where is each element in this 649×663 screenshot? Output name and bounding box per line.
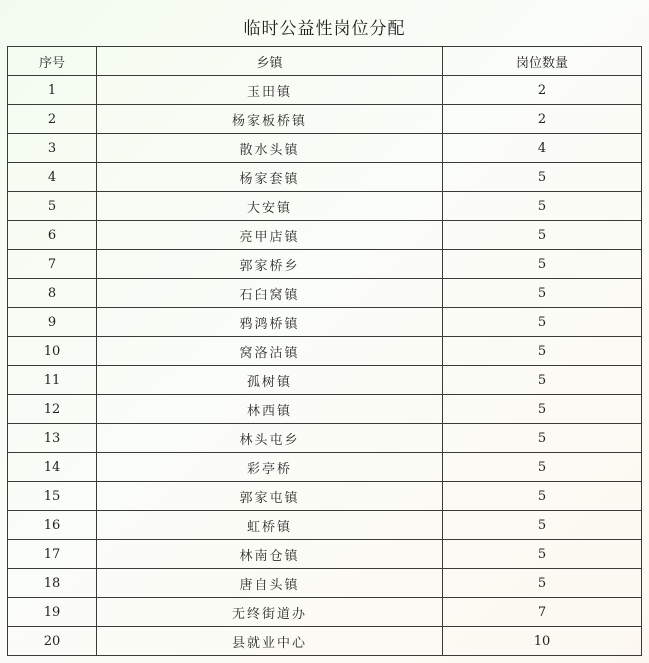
row-index: 2 [8, 105, 97, 134]
row-town: 郭家屯镇 [97, 482, 443, 511]
row-count: 2 [443, 76, 642, 105]
row-town: 县就业中心 [97, 627, 443, 656]
row-town: 杨家板桥镇 [97, 105, 443, 134]
row-count: 4 [443, 134, 642, 163]
header-index: 序号 [8, 47, 97, 76]
table-row [8, 598, 642, 627]
row-index: 12 [8, 395, 97, 424]
row-count: 7 [443, 598, 642, 627]
table-row [8, 337, 642, 366]
row-count: 5 [443, 540, 642, 569]
row-town: 窝洛沽镇 [97, 337, 443, 366]
header-count: 岗位数量 [443, 47, 642, 76]
row-index: 10 [8, 337, 97, 366]
table-row [8, 221, 642, 250]
row-town: 无终街道办 [97, 598, 443, 627]
row-index: 4 [8, 163, 97, 192]
row-town: 散水头镇 [97, 134, 443, 163]
row-index: 8 [8, 279, 97, 308]
row-town: 唐自头镇 [97, 569, 443, 598]
table-row [8, 163, 642, 192]
row-count: 5 [443, 221, 642, 250]
row-count: 2 [443, 105, 642, 134]
row-town: 亮甲店镇 [97, 221, 443, 250]
row-count: 5 [443, 569, 642, 598]
row-index: 16 [8, 511, 97, 540]
row-index: 13 [8, 424, 97, 453]
row-town: 郭家桥乡 [97, 250, 443, 279]
row-count: 5 [443, 395, 642, 424]
table-row [8, 279, 642, 308]
row-index: 19 [8, 598, 97, 627]
row-index: 18 [8, 569, 97, 598]
table-row [8, 134, 642, 163]
row-town: 杨家套镇 [97, 163, 443, 192]
row-index: 14 [8, 453, 97, 482]
row-town: 林头屯乡 [97, 424, 443, 453]
row-index: 11 [8, 366, 97, 395]
row-count: 5 [443, 279, 642, 308]
page-title: 临时公益性岗位分配 [243, 19, 406, 39]
row-index: 20 [8, 627, 97, 656]
row-town: 玉田镇 [97, 76, 443, 105]
table-row [8, 540, 642, 569]
row-count: 5 [443, 482, 642, 511]
table-row [8, 250, 642, 279]
row-count: 5 [443, 192, 642, 221]
row-town: 彩亭桥 [97, 453, 443, 482]
row-count: 10 [443, 627, 642, 656]
row-count: 5 [443, 308, 642, 337]
table-row [8, 192, 642, 221]
row-count: 5 [443, 424, 642, 453]
row-count: 5 [443, 511, 642, 540]
row-index: 6 [8, 221, 97, 250]
table-row [8, 424, 642, 453]
table-row [8, 482, 642, 511]
row-count: 5 [443, 163, 642, 192]
table-row [8, 511, 642, 540]
row-town: 虹桥镇 [97, 511, 443, 540]
table-row [8, 105, 642, 134]
row-town: 石臼窝镇 [97, 279, 443, 308]
row-index: 1 [8, 76, 97, 105]
row-count: 5 [443, 453, 642, 482]
row-town: 孤树镇 [97, 366, 443, 395]
row-index: 9 [8, 308, 97, 337]
row-count: 5 [443, 250, 642, 279]
row-town: 林南仓镇 [97, 540, 443, 569]
row-town: 鸦鸿桥镇 [97, 308, 443, 337]
row-index: 7 [8, 250, 97, 279]
table-header-row [8, 47, 642, 76]
table-row [8, 569, 642, 598]
row-index: 3 [8, 134, 97, 163]
table-row [8, 366, 642, 395]
row-index: 5 [8, 192, 97, 221]
row-index: 17 [8, 540, 97, 569]
table-row [8, 453, 642, 482]
row-count: 5 [443, 337, 642, 366]
allocation-table [7, 46, 642, 656]
row-index: 15 [8, 482, 97, 511]
row-town: 林西镇 [97, 395, 443, 424]
row-count: 5 [443, 366, 642, 395]
table-row [8, 627, 642, 656]
row-town: 大安镇 [97, 192, 443, 221]
header-town: 乡镇 [97, 47, 443, 76]
table-row [8, 308, 642, 337]
table-row [8, 76, 642, 105]
table-row [8, 395, 642, 424]
